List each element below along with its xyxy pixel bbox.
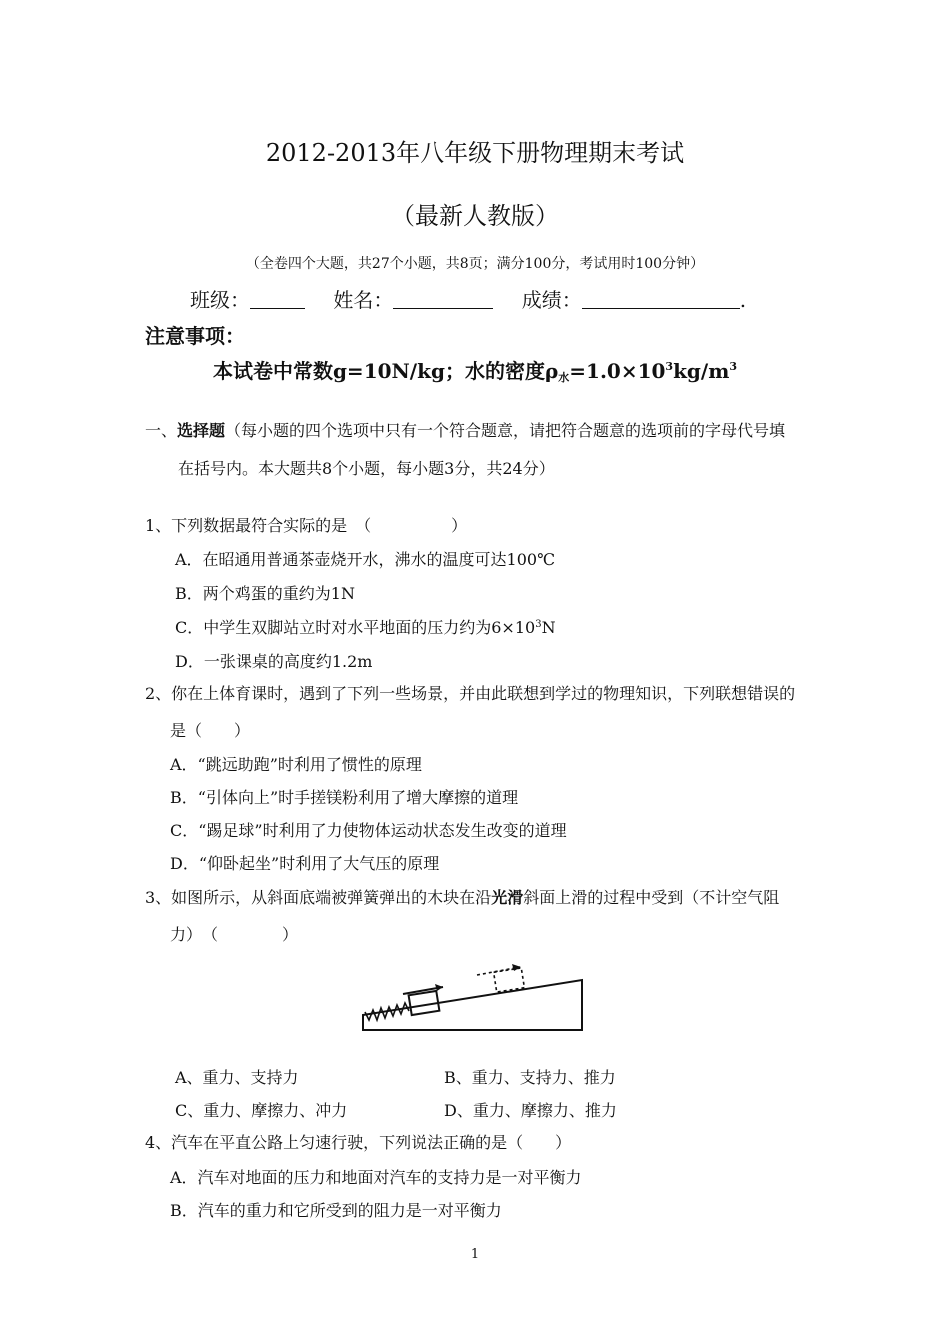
q3-stem-bold: 光滑	[491, 888, 524, 907]
const-b: =1.0×10	[569, 359, 666, 383]
q1-c-sup: 3	[535, 619, 542, 630]
section1-title: 选择题	[177, 421, 226, 440]
q2-stem-line1: 2、你在上体育课时，遇到了下列一些场景，并由此联想到学过的物理知识，下列联想错误的	[145, 684, 796, 703]
q3-option-a: A、重力、支持力	[175, 1068, 299, 1087]
q2-option-a: A．“跳远助跑”时利用了惯性的原理	[170, 755, 422, 774]
const-sub: 水	[558, 371, 570, 384]
q3-option-d: D、重力、摩擦力、推力	[444, 1101, 617, 1120]
student-info-line	[190, 284, 746, 313]
score-label: 成绩：	[521, 288, 582, 312]
notice-heading: 注意事项：	[145, 324, 245, 348]
exam-title: 2012-2013年八年级下册物理期末考试	[265, 139, 685, 167]
q3-stem-pre: 3、如图所示，从斜面底端被弹簧弹出的木块在沿	[145, 888, 492, 907]
const-c: kg/m	[673, 359, 730, 383]
q2-stem-line2: 是（ ）	[170, 721, 251, 740]
q3-option-b: B、重力、支持力、推力	[444, 1068, 616, 1087]
class-blank	[250, 290, 305, 309]
const-sup2: 3	[729, 360, 738, 373]
const-sup: 3	[665, 360, 674, 373]
name-label: 姓名：	[333, 288, 394, 312]
exam-subtitle: （最新人教版）	[391, 202, 559, 230]
q1-option-c	[175, 615, 556, 638]
q1-stem: 1、下列数据最符合实际的是 （ ）	[145, 516, 468, 535]
q2-option-d: D．“仰卧起坐”时利用了大气压的原理	[170, 854, 440, 873]
spring	[365, 1003, 409, 1020]
constants-line	[0, 355, 950, 385]
q4-stem: 4、汽车在平直公路上匀速行驶，下列说法正确的是（ ）	[145, 1133, 572, 1152]
q1-option-b: B．两个鸡蛋的重约为1N	[175, 584, 355, 603]
score-blank	[582, 290, 740, 309]
score-end: .	[739, 288, 747, 312]
q3-stem-post: 斜面上滑的过程中受到（不计空气阻	[523, 888, 780, 907]
q3-option-c: C、重力、摩擦力、冲力	[175, 1101, 348, 1120]
class-label: 班级：	[190, 288, 250, 312]
q1-c-pre: C．中学生双脚站立时对水平地面的压力约为6×10	[175, 618, 536, 637]
q4-option-b: B．汽车的重力和它所受到的阻力是一对平衡力	[170, 1201, 502, 1220]
const-a: 本试卷中常数g=10N/kg；水的密度ρ	[212, 359, 559, 383]
incline-spring-figure	[355, 960, 590, 1040]
section1-line2: 在括号内。本大题共8个小题，每小题3分，共24分）	[178, 459, 555, 478]
section1-prefix: 一、	[145, 421, 178, 440]
name-blank	[393, 290, 493, 309]
page-number: 1	[470, 1247, 480, 1262]
incline-slope	[363, 980, 582, 1030]
q1-option-d: D．一张课桌的高度约1.2m	[175, 652, 373, 671]
q2-option-b: B．“引体向上”时手搓镁粉利用了增大摩擦的道理	[170, 788, 519, 807]
section1-text1: （每小题的四个选项中只有一个符合题意，请把符合题意的选项前的字母代号填	[225, 421, 786, 440]
q1-option-a: A．在昭通用普通茶壶烧开水，沸水的温度可达100℃	[175, 550, 555, 569]
exam-note: （全卷四个大题，共27个小题，共8页；满分100分，考试用时100分钟）	[245, 256, 705, 272]
section1-line1	[145, 418, 785, 441]
q3-stem-line2: 力） （ ）	[170, 925, 299, 944]
q2-option-c: C．“踢足球”时利用了力使物体运动状态发生改变的道理	[170, 821, 567, 840]
q3-stem-line1	[145, 885, 779, 908]
block-top-dashed	[494, 968, 525, 992]
q4-option-a: A．汽车对地面的压力和地面对汽车的支持力是一对平衡力	[170, 1168, 582, 1187]
q1-c-post: N	[541, 618, 556, 637]
